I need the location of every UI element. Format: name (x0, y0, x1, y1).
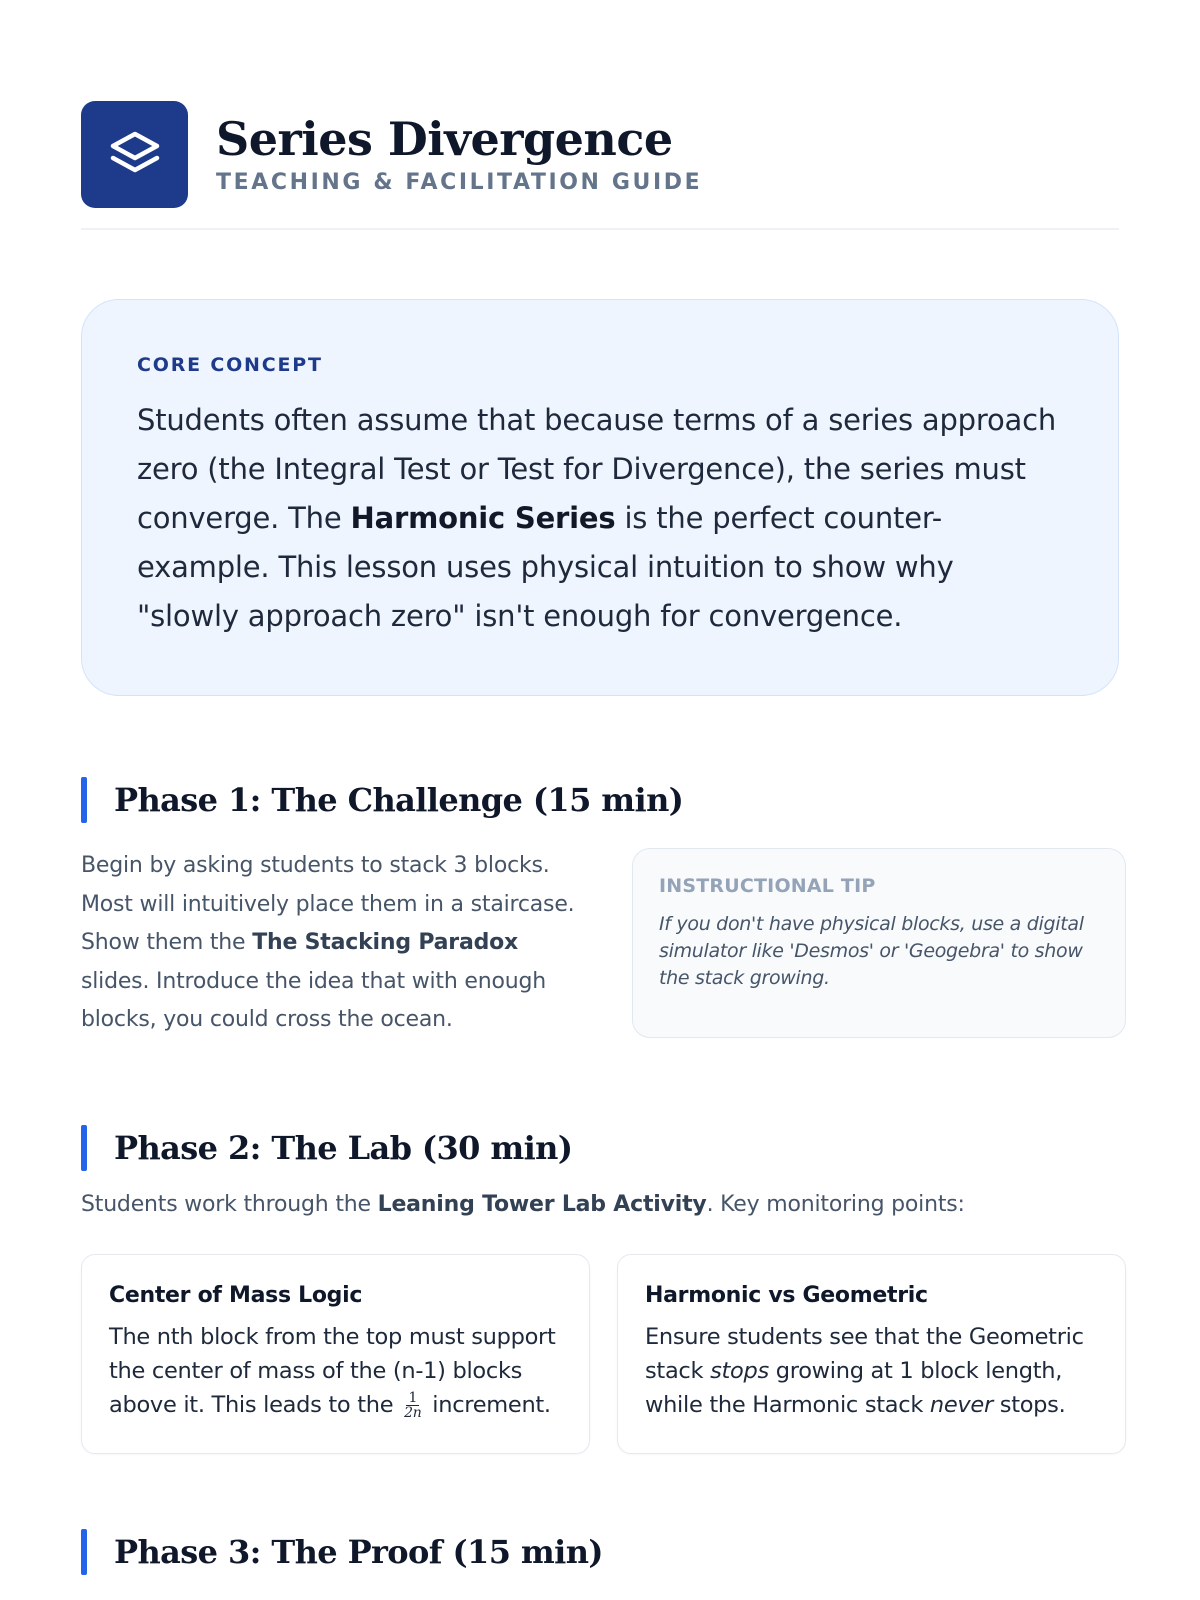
phase-2-intro-bold: Leaning Tower Lab Activity (377, 1192, 707, 1217)
fraction (404, 1391, 421, 1420)
card-text-part: stops. (992, 1392, 1066, 1418)
page-title: Series Divergence (216, 111, 673, 166)
phase-2-heading (81, 1125, 572, 1171)
card-text-part: increment. (425, 1392, 551, 1418)
phase-1-title: Phase 1: The Challenge (15 min) (114, 781, 684, 819)
fraction-denominator: 2n (404, 1405, 422, 1421)
phase-2-intro-part: . Key monitoring points: (706, 1192, 965, 1217)
instructional-tip-box (632, 848, 1126, 1038)
card-text-emphasis: never (929, 1392, 993, 1418)
phase-1-text-bold: The Stacking Paradox (252, 930, 519, 955)
monitoring-card-center-of-mass (81, 1254, 590, 1454)
concept-text-part: is the perfect counter-example. This lesson uses physical intuition to show why "slowly approach zero" isn't enough for convergence. (137, 501, 954, 633)
phase-2-intro (81, 1192, 965, 1217)
phase-accent-bar (81, 1529, 87, 1575)
phase-1-text-part: Begin by asking students to stack 3 blocks. Most will intuitively place them in a staircase. Show them the (81, 853, 575, 955)
layers-icon (107, 130, 163, 180)
card-title: Harmonic vs Geometric (645, 1283, 928, 1308)
phase-1-text-part: slides. Introduce the idea that with enough blocks, you could cross the ocean. (81, 968, 546, 1032)
phase-2-title: Phase 2: The Lab (30 min) (114, 1129, 573, 1167)
card-text (645, 1320, 1098, 1422)
tip-text: If you don't have physical blocks, use a digital simulator like 'Desmos' or 'Geogebra' to show the stack growing. (659, 913, 1084, 989)
card-text-part: The nth block from the top must support the center of mass of the (n-1) blocks above it. This leads to the (109, 1324, 556, 1418)
core-concept-text (137, 396, 1064, 641)
tip-label: INSTRUCTIONAL TIP (659, 875, 876, 897)
card-text-part: Ensure students see that the Geometric stack (645, 1324, 1084, 1384)
concept-text-part: Students often assume that because terms of a series approach zero (the Integral Test or Test for Divergence), the series must converge. The (137, 403, 1057, 535)
core-concept-label: CORE CONCEPT (137, 354, 323, 376)
card-text-part: growing at 1 block length, while the Harmonic stack (645, 1358, 1063, 1418)
phase-3-heading (81, 1529, 603, 1575)
phase-accent-bar (81, 777, 87, 823)
phase-2-intro-part: Students work through the (81, 1192, 378, 1217)
page-subtitle: TEACHING & FACILITATION GUIDE (216, 170, 703, 196)
title-block (216, 111, 703, 196)
core-concept-box (81, 299, 1119, 696)
phase-1-text (81, 847, 576, 1040)
concept-text-bold: Harmonic Series (350, 501, 616, 535)
header (81, 0, 1119, 230)
card-title: Center of Mass Logic (109, 1283, 363, 1308)
fraction-numerator: 1 (408, 1390, 418, 1406)
card-text (109, 1320, 562, 1422)
phase-3-title: Phase 3: The Proof (15 min) (114, 1533, 603, 1571)
monitoring-card-harmonic-vs-geometric (617, 1254, 1126, 1454)
logo (81, 101, 188, 208)
phase-1-heading (81, 777, 683, 823)
card-text-emphasis: stops (710, 1358, 769, 1384)
phase-accent-bar (81, 1125, 87, 1171)
